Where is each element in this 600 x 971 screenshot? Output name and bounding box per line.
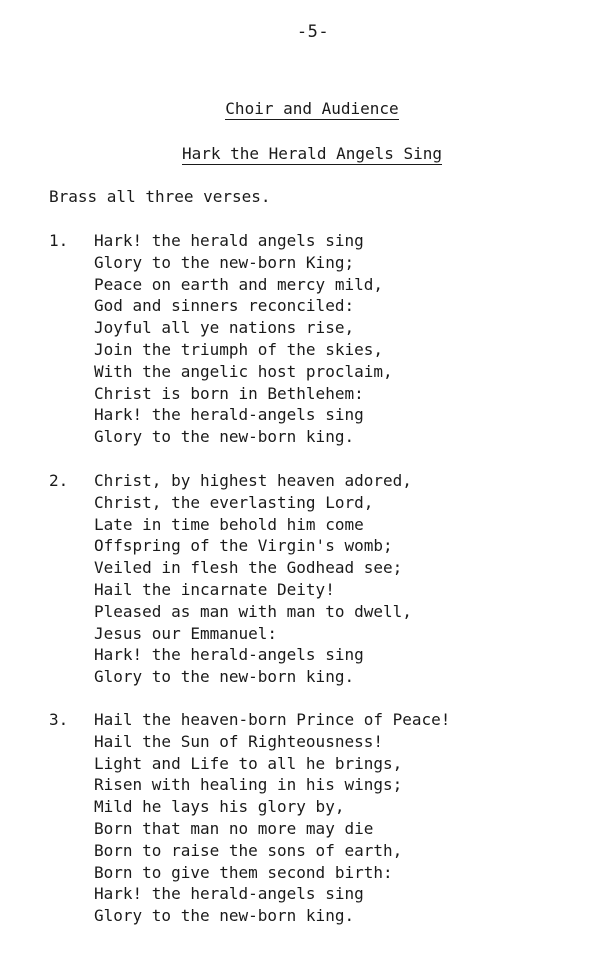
verse-number: 1. <box>49 231 69 250</box>
verse-line: Peace on earth and mercy mild, <box>94 274 383 294</box>
verse-line: Glory to the new-born king. <box>94 427 355 447</box>
verse-line: Born to give them second birth: <box>94 862 393 882</box>
verse-line: Christ is born in Bethlehem: <box>94 383 364 403</box>
verse-line: Glory to the new-born king. <box>94 667 355 687</box>
verse-line: Join the triumph of the skies, <box>94 339 383 359</box>
hymn-title-text: Hark the Herald Angels Sing <box>181 144 443 163</box>
verse-line: Offspring of the Virgin's womb; <box>94 536 393 556</box>
verse-line: Hail the heaven-born Prince of Peace! <box>94 710 451 729</box>
verse-number: 2. <box>49 471 69 490</box>
section-heading-text: Choir and Audience <box>225 99 399 118</box>
verse-line: Hail the Sun of Righteousness! <box>94 731 383 751</box>
verse-line: Jesus our Emmanuel: <box>94 623 278 643</box>
verse-line: Risen with healing in his wings; <box>94 775 403 795</box>
verse-line: Late in time behold him come <box>94 514 364 534</box>
verse-line: Hark! the herald-angels sing <box>94 884 364 904</box>
verse-line: With the angelic host proclaim, <box>94 361 393 381</box>
verse-line: Joyful all ye nations rise, <box>94 318 355 338</box>
verse-line: Christ, by highest heaven adored, <box>94 471 412 490</box>
verse-line: Glory to the new-born king. <box>94 906 355 926</box>
verse-line: Christ, the everlasting Lord, <box>94 492 374 512</box>
page-number: -5- <box>296 22 330 42</box>
verse-line: Hark! the herald angels sing <box>94 231 364 250</box>
verse-line: Hail the incarnate Deity! <box>94 579 335 599</box>
verse-lines <box>94 709 450 927</box>
verse-line: Veiled in flesh the Godhead see; <box>94 558 403 578</box>
hymn-title <box>12 144 600 163</box>
verse-line: God and sinners reconciled: <box>94 296 355 316</box>
verse-line: Mild he lays his glory by, <box>94 797 345 817</box>
verse-line: Born that man no more may die <box>94 818 374 838</box>
verse-lines <box>94 470 412 688</box>
verse-number: 3. <box>49 710 69 729</box>
performance-note: Brass all three verses. <box>49 187 271 206</box>
verse-line: Glory to the new-born King; <box>94 252 355 272</box>
verse-line: Born to raise the sons of earth, <box>94 840 403 860</box>
verse-lines <box>94 230 393 448</box>
verse-line: Hark! the herald-angels sing <box>94 645 364 665</box>
verse-line: Pleased as man with man to dwell, <box>94 601 412 621</box>
verse-line: Hark! the herald-angels sing <box>94 405 364 425</box>
verse-line: Light and Life to all he brings, <box>94 753 403 773</box>
section-heading <box>12 99 600 118</box>
